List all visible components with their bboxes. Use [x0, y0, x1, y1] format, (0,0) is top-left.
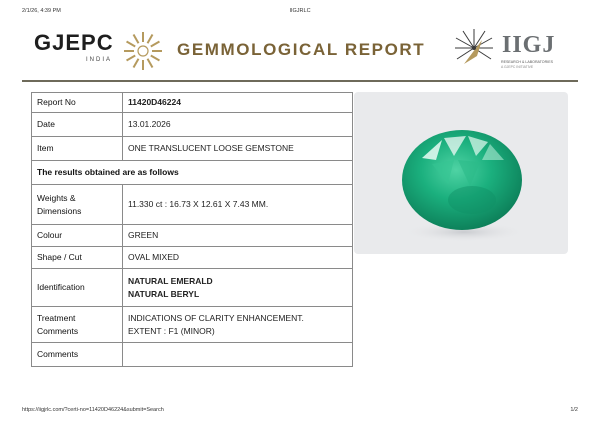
gjepc-logo-subtext: INDIA	[86, 57, 113, 63]
colour-value: GREEN	[123, 225, 353, 247]
treatment-label-line1: Treatment	[37, 312, 76, 323]
weights-label-line1: Weights &	[37, 192, 76, 203]
print-page-number: 1/2	[570, 407, 578, 413]
comments-label: Comments	[32, 343, 123, 367]
weights-value: 11.330 ct : 16.73 X 12.61 X 7.43 MM.	[123, 185, 353, 225]
treatment-value	[123, 307, 353, 343]
iigj-logo-text: IIGJ	[502, 32, 556, 58]
sunburst-icon	[122, 30, 164, 72]
iigj-logo	[452, 26, 572, 80]
table-row	[32, 93, 353, 113]
table-row	[32, 137, 353, 161]
header-divider	[22, 80, 578, 82]
emerald-gem-image	[354, 92, 568, 254]
table-row	[32, 225, 353, 247]
table-row	[32, 247, 353, 269]
table-row	[32, 161, 353, 185]
colour-label: Colour	[32, 225, 123, 247]
table-row	[32, 185, 353, 225]
print-url: https://iigjrlc.com/?certi-no=11420D46224&submit=Search	[22, 407, 164, 413]
treatment-label-line2: Comments	[37, 325, 79, 336]
table-row	[32, 113, 353, 137]
print-datetime: 2/1/26, 4:39 PM	[22, 8, 61, 14]
date-label: Date	[32, 113, 123, 137]
date-value: 13.01.2026	[123, 113, 353, 137]
starburst-icon	[452, 26, 496, 70]
shape-label: Shape / Cut	[32, 247, 123, 269]
gemstone-photo	[354, 92, 568, 254]
print-site-title: IIGJRLC	[289, 8, 311, 14]
treatment-value-line2: EXTENT : F1 (MINOR)	[128, 325, 215, 336]
gjepc-logo-text: GJEPC	[34, 30, 114, 55]
table-row	[32, 269, 353, 307]
report-no-value: 11420D46224	[123, 93, 353, 113]
treatment-label	[32, 307, 123, 343]
gjepc-logo	[34, 30, 174, 74]
table-row	[32, 343, 353, 367]
table-row	[32, 307, 353, 343]
iigj-tagline-secondary: A GJEPC INITIATIVE	[501, 65, 534, 69]
weights-label-line2: Dimensions	[37, 205, 82, 216]
report-title: GEMMOLOGICAL REPORT	[177, 40, 426, 59]
item-label: Item	[32, 137, 123, 161]
identification-value	[123, 269, 353, 307]
comments-value	[123, 343, 353, 367]
identification-value-line1: NATURAL EMERALD	[128, 275, 213, 286]
identification-value-line2: NATURAL BERYL	[128, 288, 200, 299]
identification-label: Identification	[32, 269, 123, 307]
results-heading: The results obtained are as follows	[32, 161, 353, 185]
treatment-value-line1: INDICATIONS OF CLARITY ENHANCEMENT.	[128, 312, 304, 323]
report-table	[31, 92, 353, 367]
weights-label	[32, 185, 123, 225]
item-value: ONE TRANSLUCENT LOOSE GEMSTONE	[123, 137, 353, 161]
iigj-tagline: RESEARCH & LABORATORIES	[501, 60, 553, 64]
shape-value: OVAL MIXED	[123, 247, 353, 269]
report-no-label: Report No	[32, 93, 123, 113]
